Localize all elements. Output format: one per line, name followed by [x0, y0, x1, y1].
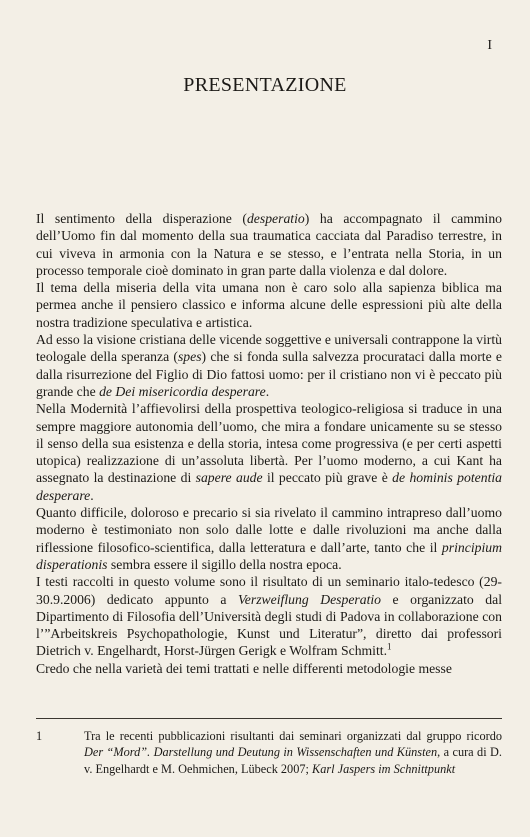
text-run: Tra le recenti pubblicazioni risultanti dai seminari organizzati dal gruppo ricordo	[84, 729, 502, 743]
text-run: Nella Modernità l’affievolirsi della prospettiva teologico-religiosa si traduce in una sempre maggiore autonomia dell’uomo, che mira a fondare unicamente su se stesso il senso della sua esistenza e della storia, intesa come progressiva (e per certi aspetti utopica) realizzazione di un’assoluta libertà. Per l’uomo moderno, a cui Kant ha assegnato la destinazione di	[36, 401, 502, 486]
paragraph	[36, 279, 502, 331]
italic-text: de hominis potentia desperare	[36, 470, 503, 503]
page-title: PRESENTAZIONE	[183, 74, 347, 96]
footnote	[36, 728, 502, 777]
text-run: , a cura di D. v. Engelhardt e M. Oehmichen, Lübeck 2007;	[84, 745, 502, 776]
italic-text: desperatio	[246, 211, 305, 226]
text-run: e organizzato dal Dipartimento di Filosofia dell’Università degli studi di Padova in collaborazione con l’”Arbeitskreis Psychopathologie, Kunst und Literatur”, diretto dai professori Dietrich v. Engelhardt, Horst-Jürgen Gerigk e Wolfram Schmitt.	[36, 591, 503, 659]
text-run: I testi raccolti in questo volume sono il risultato di un seminario italo-tedesco (29-30.9.2006) dedicato appunto a	[36, 574, 502, 607]
text-run: Il tema della miseria della vita umana non è caro solo alla sapienza biblica ma permea anche il pensiero classico e informa alcune delle espressioni più alte della nostra tradizione speculativa e artistica.	[36, 280, 502, 330]
text-run: Credo che nella varietà dei temi trattati e nelle differenti metodologie messe	[36, 660, 452, 676]
footnote-reference: 1	[387, 641, 392, 652]
text-run: Quanto difficile, doloroso e precario si sia rivelato il cammino intrapreso dall’uomo moderno è testimoniato non solo dalle lotte e dalle rivoluzioni ma anche dalla riflessione filosofico-scientifica, dalla letteratura e dall’arte, tanto che il	[36, 505, 502, 555]
paragraph	[36, 210, 502, 279]
text-run: il peccato più grave è	[262, 470, 393, 486]
footnote-text	[84, 728, 502, 777]
italic-text: de Dei misericordia desperare	[99, 383, 266, 399]
text-run: Ad esso la visione cristiana delle vicende soggettive e universali contrappone la virtù teologale della speranza (	[36, 332, 502, 365]
italic-text: principium disperationis	[36, 539, 502, 572]
page-number: I	[487, 38, 492, 53]
text-run: .	[90, 487, 94, 503]
italic-text: Verzweiflung Desperatio	[237, 591, 382, 607]
text-run: .	[265, 383, 270, 399]
body-text	[36, 210, 502, 677]
text-run: Il sentimento della disperazione (	[36, 211, 247, 226]
italic-text: Karl Jaspers im Schnittpunkt	[312, 761, 456, 776]
paragraph	[36, 331, 502, 400]
text-run: sembra essere il sigillo della nostra epoca.	[107, 556, 342, 572]
paragraph	[36, 660, 502, 677]
italic-text: Der “Mord”. Darstellung und Deutung in Wissenschaften und Künsten	[84, 745, 438, 760]
footnote-marker: 1	[36, 729, 43, 743]
paragraph	[36, 504, 502, 573]
text-run: ) ha accompagnato il cammino dell’Uomo fin dal momento della sua traumatica cacciata dal Paradiso terrestre, in cui viveva in armonia con la Natura e se stesso, e l’entrata nella Storia, in un processo temporale cioè dominato in gran parte dalla violenza e dal dolore.	[36, 211, 503, 278]
italic-text: spes	[177, 349, 202, 365]
paragraph	[36, 400, 502, 504]
footnote-divider	[36, 718, 502, 719]
text-run: ) che si fonda sulla salvezza procurataci dalla morte e dalla risurrezione del Figlio di Dio fattosi uomo: per il cristiano non vi è peccato più grande che	[36, 349, 502, 399]
paragraph	[36, 573, 502, 659]
italic-text: sapere aude	[195, 470, 263, 486]
